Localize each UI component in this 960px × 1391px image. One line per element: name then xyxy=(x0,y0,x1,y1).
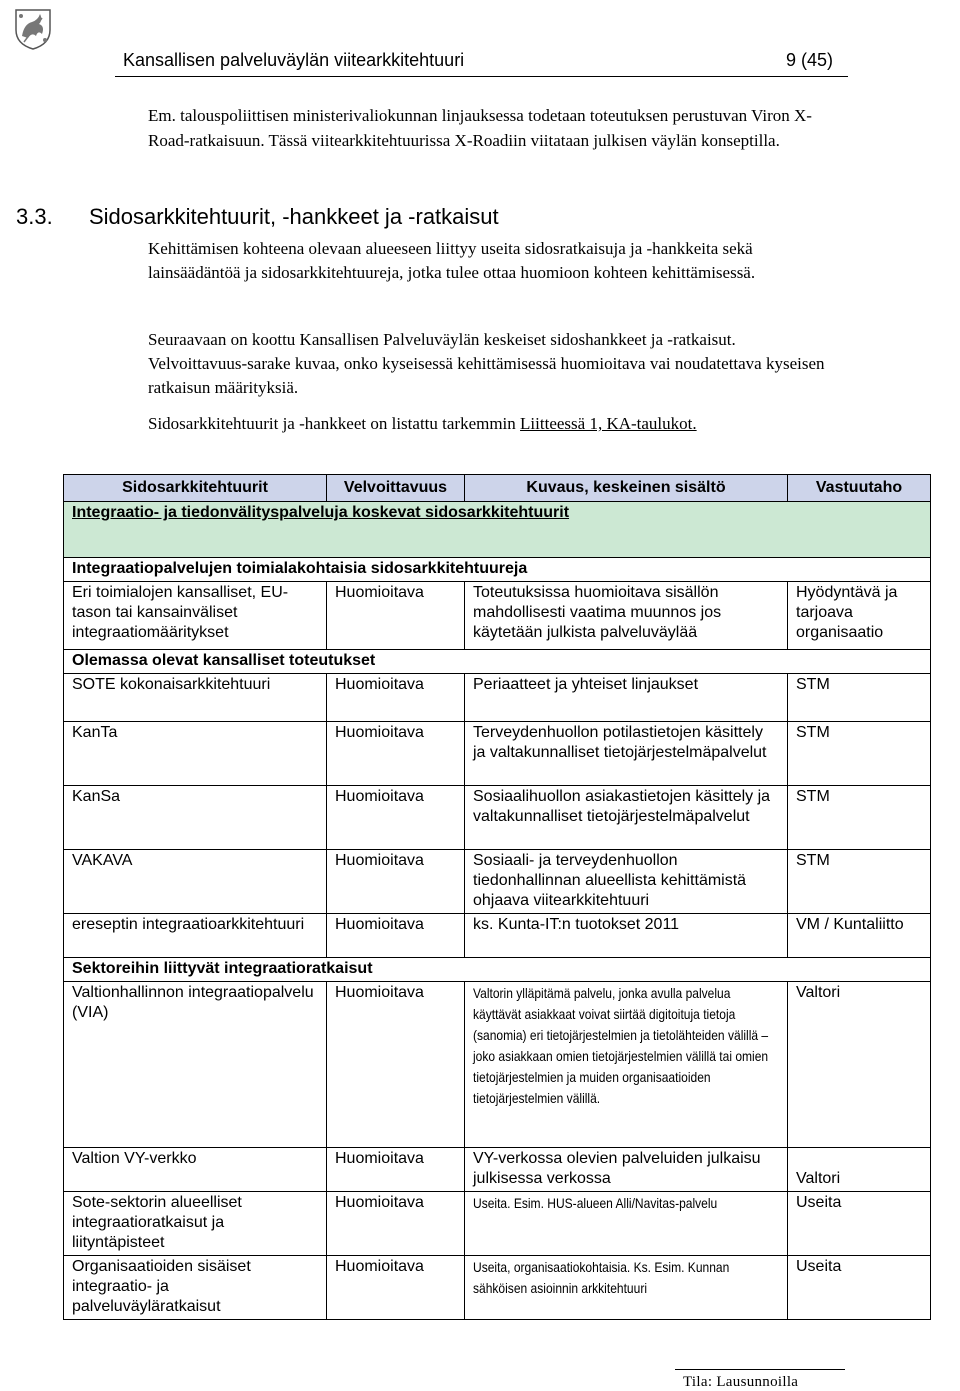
cell-owner: Useita xyxy=(788,1192,931,1256)
cell-name: Valtionhallinnon integraatiopalvelu (VIA) xyxy=(64,982,327,1148)
description-text: Useita. Esim. HUS-alueen Alli/Navitas-palvelu xyxy=(473,1195,718,1211)
subsection-row xyxy=(64,958,931,982)
cell-description: Sosiaali- ja terveydenhuollon tiedonhallinnan alueellista kehittämistä ohjaava viitearkkitehtuuri xyxy=(465,850,788,914)
column-header: Vastuutaho xyxy=(788,475,931,502)
header-divider xyxy=(115,76,848,77)
cell-name: KanSa xyxy=(64,786,327,850)
table-row xyxy=(64,982,931,1148)
cell-owner: Valtori xyxy=(788,1148,931,1192)
subsection-row xyxy=(64,558,931,582)
appendix-link[interactable]: Liitteessä 1, KA-taulukot. xyxy=(520,414,697,433)
document-status: Tila: Lausunnoilla xyxy=(683,1374,799,1390)
cell-description: VY-verkossa olevien palveluiden julkaisu julkisessa verkossa xyxy=(465,1148,788,1192)
subsection-row xyxy=(64,650,931,674)
cell-name: VAKAVA xyxy=(64,850,327,914)
cell-owner: STM xyxy=(788,850,931,914)
cell-obligation: Huomioitava xyxy=(327,914,465,958)
column-header: Kuvaus, keskeinen sisältö xyxy=(465,475,788,502)
cell-obligation: Huomioitava xyxy=(327,982,465,1148)
section-label: Olemassa olevat kansalliset toteutukset xyxy=(64,650,931,674)
section-label: Integraatio- ja tiedonvälityspalveluja koskevat sidosarkkitehtuurit xyxy=(64,502,931,558)
cell-owner: Hyödyntävä ja tarjoava organisaatio xyxy=(788,582,931,650)
table-header-row xyxy=(64,475,931,502)
cell-name: SOTE kokonaisarkkitehtuuri xyxy=(64,674,327,722)
table-row xyxy=(64,1148,931,1192)
cell-owner: STM xyxy=(788,722,931,786)
cell-description: ks. Kunta-IT:n tuotokset 2011 xyxy=(465,914,788,958)
description-text: Valtorin ylläpitämä palvelu, jonka avulla palvelua käyttävät asiakkaat voivat siirtää digitoituja tietoja (sanomia) eri tietojärjestelmien ja tietolähteiden välillä – joko asiakkaan omien tietojärjestelmien välillä tai omien tietojärjestelmien ja muiden organisaatioiden tietojärjestelmien välillä. xyxy=(473,985,769,1106)
cell-obligation: Huomioitava xyxy=(327,674,465,722)
cell-description: Sosiaalihuollon asiakastietojen käsittely ja valtakunnalliset tietojärjestelmäpalvelut xyxy=(465,786,788,850)
section-title: Sidosarkkitehtuurit, -hankkeet ja -ratkaisut xyxy=(89,204,499,229)
cell-obligation: Huomioitava xyxy=(327,1192,465,1256)
cell-owner: Valtori xyxy=(788,982,931,1148)
table-row xyxy=(64,1192,931,1256)
cell-description: Toteutuksissa huomioitava sisällön mahdollisesti vaatima muunnos jos käytetään julkista palveluväylää xyxy=(465,582,788,650)
cell-description xyxy=(465,1192,788,1256)
cell-obligation: Huomioitava xyxy=(327,1148,465,1192)
cell-name: Sote-sektorin alueelliset integraatioratkaisut ja liityntäpisteet xyxy=(64,1192,327,1256)
cell-owner: STM xyxy=(788,674,931,722)
intro-paragraph: Em. talouspoliittisen ministerivaliokunnan linjauksessa todetaan toteutuksen perustuvan Viron X-Road-ratkaisuun. Tässä viitearkkitehtuurissa X-Roadiin viitataan julkisen väylän konseptilla. xyxy=(148,106,812,150)
section-label: Sektoreihin liittyvät integraatioratkaisut xyxy=(64,958,931,982)
cell-name: ereseptin integraatioarkkitehtuuri xyxy=(64,914,327,958)
cell-name: Organisaatioiden sisäiset integraatio- ja palveluväyläratkaisut xyxy=(64,1256,327,1320)
cell-description: Terveydenhuollon potilastietojen käsittely ja valtakunnalliset tietojärjestelmäpalvelut xyxy=(465,722,788,786)
table-row xyxy=(64,1256,931,1320)
document-title: Kansallisen palveluväylän viitearkkitehtuuri xyxy=(123,50,465,70)
cell-obligation: Huomioitava xyxy=(327,786,465,850)
cell-obligation: Huomioitava xyxy=(327,850,465,914)
table-row xyxy=(64,850,931,914)
cell-owner: VM / Kuntaliitto xyxy=(788,914,931,958)
description-text: Useita, organisaatiokohtaisia. Ks. Esim. Kunnan sähköisen asioinnin arkkitehtuuri xyxy=(473,1259,730,1296)
cell-obligation: Huomioitava xyxy=(327,722,465,786)
cell-owner: STM xyxy=(788,786,931,850)
table-row xyxy=(64,674,931,722)
cell-description xyxy=(465,982,788,1148)
table-row xyxy=(64,722,931,786)
paragraph xyxy=(148,412,838,436)
paragraph-text: Sidosarkkitehtuurit ja -hankkeet on listattu tarkemmin xyxy=(148,414,521,433)
column-header: Sidosarkkitehtuurit xyxy=(64,475,327,502)
footer-divider xyxy=(675,1369,845,1370)
cell-obligation: Huomioitava xyxy=(327,582,465,650)
table-row xyxy=(64,786,931,850)
table-row xyxy=(64,914,931,958)
related-architectures-table xyxy=(63,474,931,1320)
cell-obligation: Huomioitava xyxy=(327,1256,465,1320)
paragraph: Kehittämisen kohteena olevaan alueeseen liittyy useita sidosratkaisuja ja -hankkeita sekä lainsäädäntöä ja sidosarkkitehtuureja, jotka tulee ottaa huomioon kohteen kehittämisessä. xyxy=(148,239,756,282)
section-number: 3.3. xyxy=(16,204,53,229)
cell-name: KanTa xyxy=(64,722,327,786)
table-row xyxy=(64,582,931,650)
lion-coat-of-arms-icon xyxy=(12,6,54,50)
cell-description: Periaatteet ja yhteiset linjaukset xyxy=(465,674,788,722)
column-header: Velvoittavuus xyxy=(327,475,465,502)
cell-description xyxy=(465,1256,788,1320)
cell-name: Eri toimialojen kansalliset, EU-tason tai kansainväliset integraatiomääritykset xyxy=(64,582,327,650)
green-section-row xyxy=(64,502,931,558)
paragraph: Seuraavaan on koottu Kansallisen Palveluväylän keskeiset sidoshankkeet ja -ratkaisut. Velvoittavuus-sarake kuvaa, onko kyseisessä kehittämisessä huomioitava vai noudatettava kyseisen ratkaisun määrityksiä. xyxy=(148,330,825,397)
cell-name: Valtion VY-verkko xyxy=(64,1148,327,1192)
section-label: Integraatiopalvelujen toimialakohtaisia sidosarkkitehtuureja xyxy=(64,558,931,582)
cell-owner: Useita xyxy=(788,1256,931,1320)
section-heading xyxy=(16,204,499,230)
page-number: 9 (45) xyxy=(786,50,834,70)
